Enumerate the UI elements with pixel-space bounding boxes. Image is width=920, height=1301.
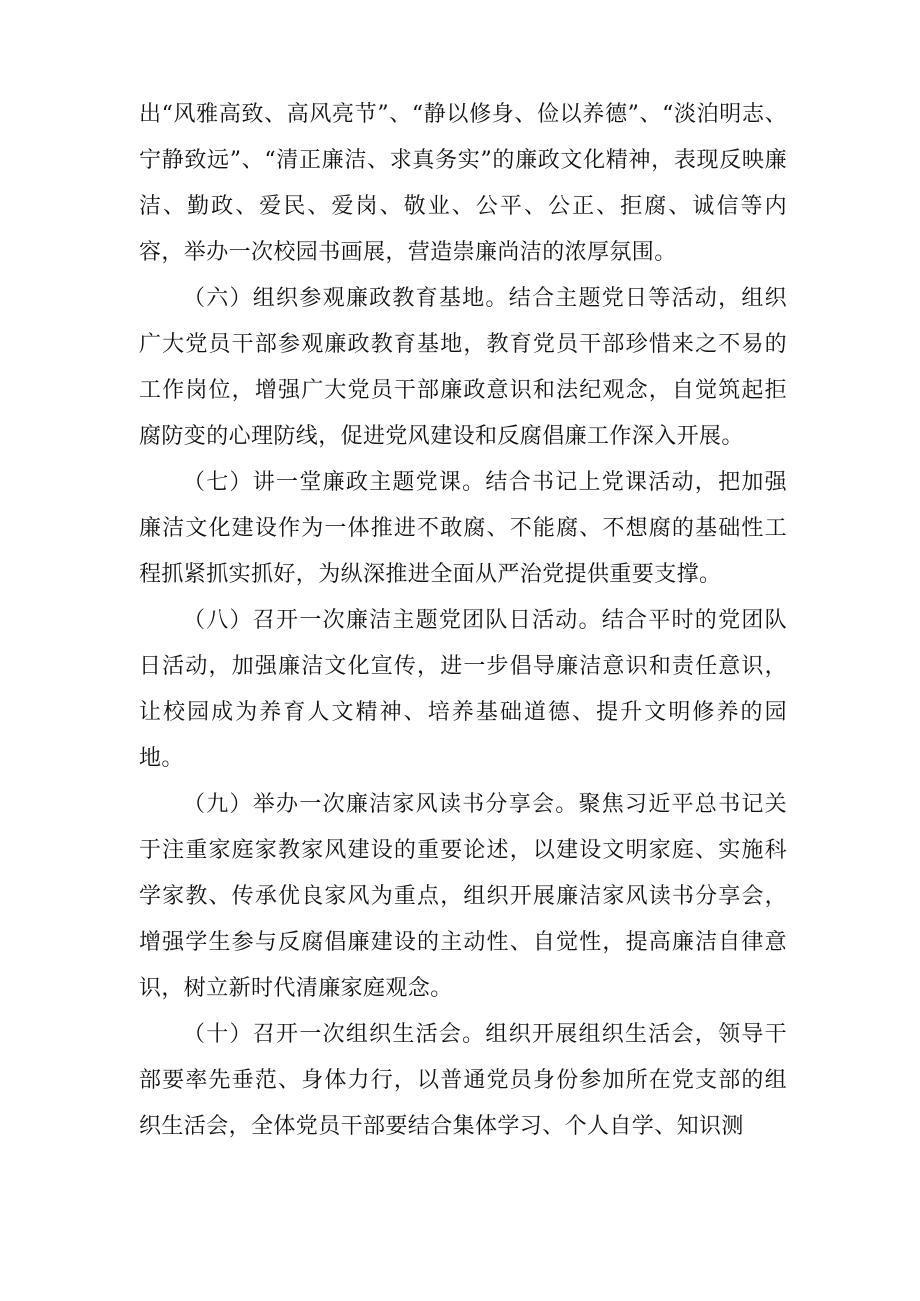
paragraph-item-10: （十）召开一次组织生活会。组织开展组织生活会，领导干部要率先垂范、身体力行，以普通党员身份参加所在党支部的组织生活会，全体党员干部要结合集体学习、个人自学、知识测 — [139, 1022, 787, 1139]
paragraph-item-8: （八）召开一次廉洁主题党团队日活动。结合平时的党团队日活动，加强廉洁文化宣传，进一步倡导廉洁意识和责任意识，让校园成为养育人文精神、培养基础道德、提升文明修养的园地。 — [139, 608, 787, 771]
paragraph-item-6: （六）组织参观廉政教育基地。结合主题党日等活动，组织广大党员干部参观廉政教育基地，教育党员干部珍惜来之不易的工作岗位，增强广大党员干部廉政意识和法纪观念，自觉筑起拒腐防变的心理防线，促进党风建设和反腐倡廉工作深入开展。 — [139, 286, 787, 449]
paragraph-item-9: （九）举办一次廉洁家风读书分享会。聚焦习近平总书记关于注重家庭家教家风建设的重要论述，以建设文明家庭、实施科学家教、传承优良家风为重点，组织开展廉洁家风读书分享会，增强学生参与反腐倡廉建设的主动性、自觉性，提高廉洁自律意识，树立新时代清廉家庭观念。 — [139, 792, 787, 1001]
paragraph-continuation: 出“风雅高致、高风亮节”、“静以修身、俭以养德”、“淡泊明志、宁静致远”、“清正廉洁、求真务实”的廉政文化精神，表现反映廉洁、勤政、爱民、爱岗、敬业、公平、公正、拒腐、诚信等内容，举办一次校园书画展，营造崇廉尚洁的浓厚氛围。 — [139, 102, 787, 265]
document-body — [139, 92, 787, 1150]
paragraph-item-7: （七）讲一堂廉政主题党课。结合书记上党课活动，把加强廉洁文化建设作为一体推进不敢腐、不能腐、不想腐的基础性工程抓紧抓实抓好，为纵深推进全面从严治党提供重要支撑。 — [139, 470, 787, 587]
